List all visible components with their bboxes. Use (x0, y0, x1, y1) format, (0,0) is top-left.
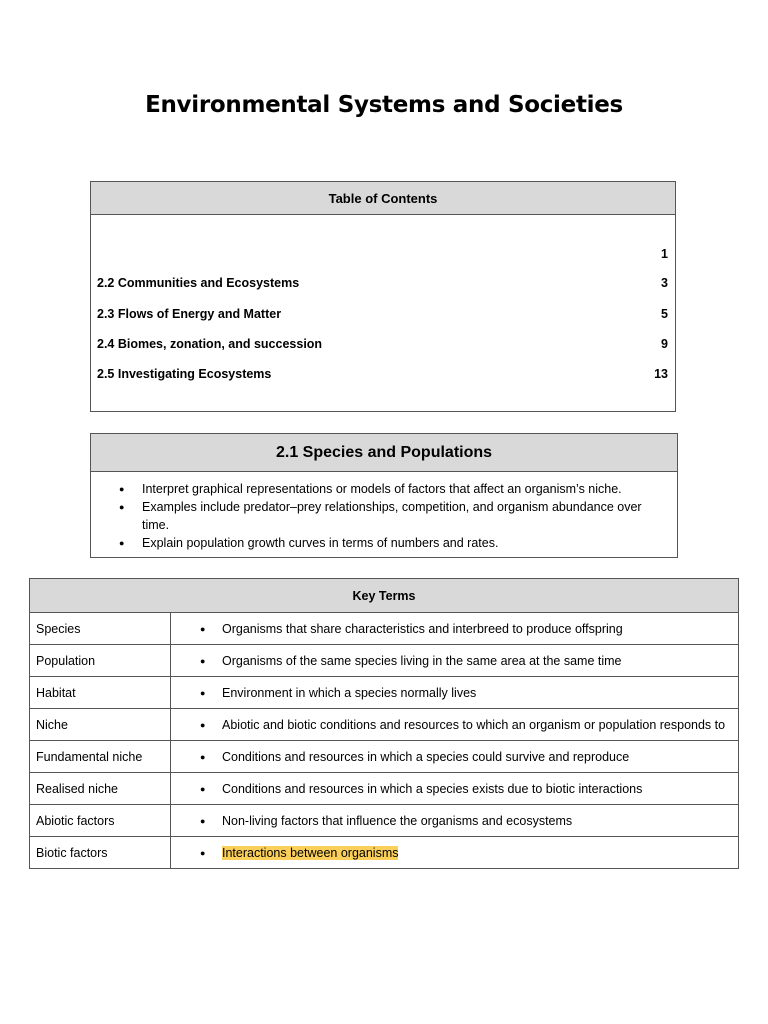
toc-entry[interactable] (97, 335, 668, 353)
definition-cell: ● Conditions and resources in which a species could survive and reproduce (171, 741, 739, 773)
toc-header: Table of Contents (91, 182, 675, 215)
toc-entry-page: 9 (661, 337, 668, 351)
key-terms-table (29, 578, 739, 869)
toc-entry[interactable] (97, 274, 668, 292)
definition-cell: ● Organisms that share characteristics and interbreed to produce offspring (171, 613, 739, 645)
table-row (30, 613, 739, 645)
term-cell: Biotic factors (30, 837, 171, 869)
toc-entry-label: 2.3 Flows of Energy and Matter (97, 307, 282, 321)
definition-cell: ● Environment in which a species normally lives (171, 677, 739, 709)
term-cell: Habitat (30, 677, 171, 709)
term-cell: Abiotic factors (30, 805, 171, 837)
term-cell: Population (30, 645, 171, 677)
term-cell: Fundamental niche (30, 741, 171, 773)
list-item: ● Explain population growth curves in terms of numbers and rates. (142, 534, 677, 552)
document-title: Environmental Systems and Societies (145, 92, 623, 118)
definition-cell: ● Conditions and resources in which a species exists due to biotic interactions (171, 773, 739, 805)
toc-entry[interactable] (97, 305, 668, 323)
list-item: ● Examples include predator–prey relationships, competition, and organism abundance over time. (142, 498, 677, 534)
table-row (30, 837, 739, 869)
definition-cell: ● Non-living factors that influence the organisms and ecosystems (171, 805, 739, 837)
table-row (30, 805, 739, 837)
objectives-list (91, 480, 677, 552)
highlighted-text: Interactions between organisms (222, 846, 399, 860)
table-of-contents (90, 181, 676, 412)
definition-cell (171, 837, 739, 869)
definition-cell: ● Organisms of the same species living in the same area at the same time (171, 645, 739, 677)
key-terms-header: Key Terms (30, 579, 739, 613)
term-cell: Species (30, 613, 171, 645)
toc-entry-label: 2.5 Investigating Ecosystems (97, 367, 272, 381)
toc-entry-label: 2.2 Communities and Ecosystems (97, 276, 300, 290)
table-row (30, 677, 739, 709)
section-heading: 2.1 Species and Populations (91, 434, 677, 472)
toc-entry[interactable] (97, 245, 668, 263)
definition-cell: ● Abiotic and biotic conditions and resources to which an organism or population responds to (171, 709, 739, 741)
toc-entry-page: 13 (654, 367, 668, 381)
toc-entry[interactable] (97, 365, 668, 383)
table-row (30, 645, 739, 677)
section-species-populations (90, 433, 678, 558)
table-row (30, 741, 739, 773)
toc-entry-page: 3 (661, 276, 668, 290)
list-item: ● Interpret graphical representations or models of factors that affect an organism’s niche. (142, 480, 677, 498)
term-cell: Realised niche (30, 773, 171, 805)
toc-entry-page: 1 (661, 247, 668, 261)
term-cell: Niche (30, 709, 171, 741)
table-row (30, 773, 739, 805)
toc-entry-page: 5 (661, 307, 668, 321)
toc-entry-label: 2.4 Biomes, zonation, and succession (97, 337, 323, 351)
table-row (30, 709, 739, 741)
